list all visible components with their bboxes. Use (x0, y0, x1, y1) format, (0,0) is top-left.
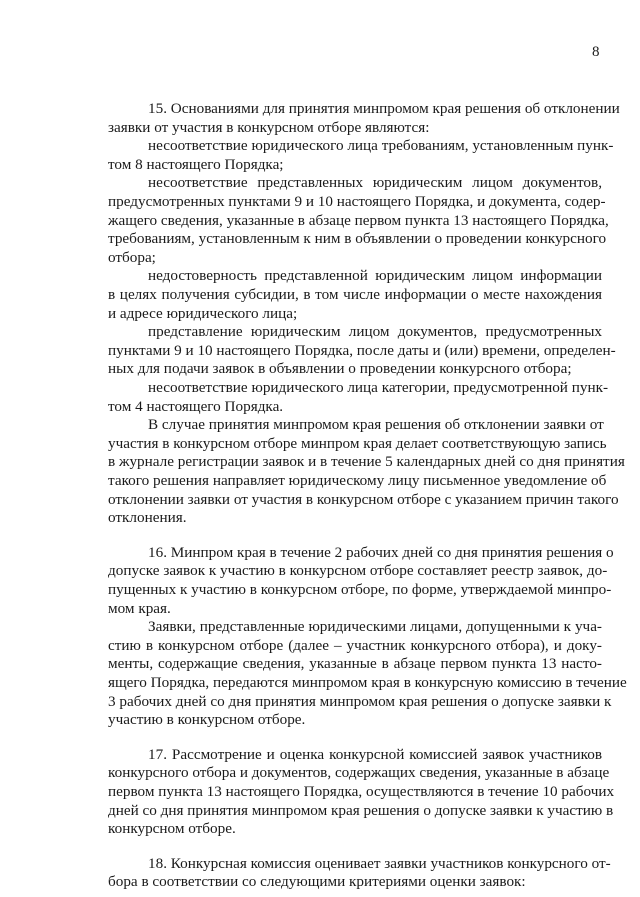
text-line: конкурсном отборе. (108, 820, 236, 838)
text-line: несоответствие представленных юридическим лицом документов, (148, 174, 602, 192)
text-line: несоответствие юридического лица категории, предусмотренной пунк- (148, 379, 609, 396)
text-line: ных для подачи заявок в объявлении о проведении конкурсного отбора; (108, 360, 572, 378)
text-line: 3 рабочих дней со дня принятия минпромом края решения о допуске заявки к (108, 692, 612, 710)
text-line: недостоверность представленной юридическим лицом информации (148, 267, 602, 285)
text-line: допуске заявок к участию в конкурсном отборе составляет реестр заявок, до- (108, 562, 608, 580)
text-line: том 4 настоящего Порядка. (108, 397, 284, 415)
text-line: 17. Рассмотрение и оценка конкурсной комиссией заявок участников (148, 745, 602, 763)
text-line: несоответствие юридического лица требованиям, установленным пунк- (148, 137, 614, 155)
text-line: дней со дня принятия минпромом края решения о допуске заявки к участию в (108, 801, 614, 819)
text-line: участию в конкурсном отборе. (108, 711, 306, 729)
text-line: первом пункта 13 настоящего Порядка, осуществляются в течение 10 рабочих (108, 783, 615, 800)
text-line: ящего Порядка, передаются минпромом края в конкурсную комиссию в течение (108, 674, 627, 691)
text-line: Заявки, представленные юридическими лицами, допущенными к уча- (148, 618, 602, 636)
text-line: 18. Конкурсная комиссия оценивает заявки участников конкурсного от- (148, 854, 611, 872)
text-line: бора в соответствии со следующими критериями оценки заявок: (108, 873, 526, 891)
text-line: конкурсного отбора и документов, содержащих сведения, указанные в абзаце (108, 764, 610, 782)
text-line: жащего сведения, указанные в абзаце первом пункта 13 настоящего Порядка, (108, 211, 609, 229)
text-line: мом края. (108, 599, 171, 617)
text-line: стию в конкурсном отборе (далее – участник конкурсного отбора), и доку- (108, 636, 602, 654)
text-line: менты, содержащие сведения, указанные в абзаце первом пункта 13 насто- (108, 655, 602, 673)
text-line: отклонении заявки от участия в конкурсном отборе с указанием причин такого (108, 490, 619, 508)
text-line: В случае принятия минпромом края решения об отклонении заявки от (148, 416, 604, 434)
text-line: отбора; (108, 248, 156, 266)
text-line: пущенных к участию в конкурсном отборе, по форме, утверждаемой минпро- (108, 581, 612, 598)
text-line: отклонения. (108, 509, 187, 527)
text-line: и адресе юридического лица; (108, 304, 298, 322)
text-line: такого решения направляет юридическому лицу письменное уведомление об (108, 472, 607, 489)
text-line: пунктами 9 и 10 настоящего Порядка, после даты и (или) времени, определен- (108, 341, 616, 359)
text-line: требованиям, установленным к ним в объявлении о проведении конкурсного (108, 230, 607, 248)
text-line: представление юридическим лицом документов, предусмотренных (148, 323, 602, 341)
text-line: в целях получения субсидии, в том числе информации о месте нахождения (108, 286, 602, 303)
text-line: участия в конкурсном отборе минпром края делает соответствующую запись (108, 434, 607, 452)
text-line: 16. Минпром края в течение 2 рабочих дней со дня принятия решения о (148, 543, 614, 561)
text-line: том 8 настоящего Порядка; (108, 155, 284, 173)
text-line: заявки от участия в конкурсном отборе являются: (108, 118, 430, 136)
text-line: предусмотренных пунктами 9 и 10 настоящего Порядка, и документа, содер- (108, 193, 606, 210)
text-line: 15. Основаниями для принятия минпромом края решения об отклонении (148, 100, 620, 117)
page-number: 8 (592, 44, 600, 60)
text-line: в журнале регистрации заявок и в течение 5 календарных дней со дня принятия (108, 453, 625, 471)
